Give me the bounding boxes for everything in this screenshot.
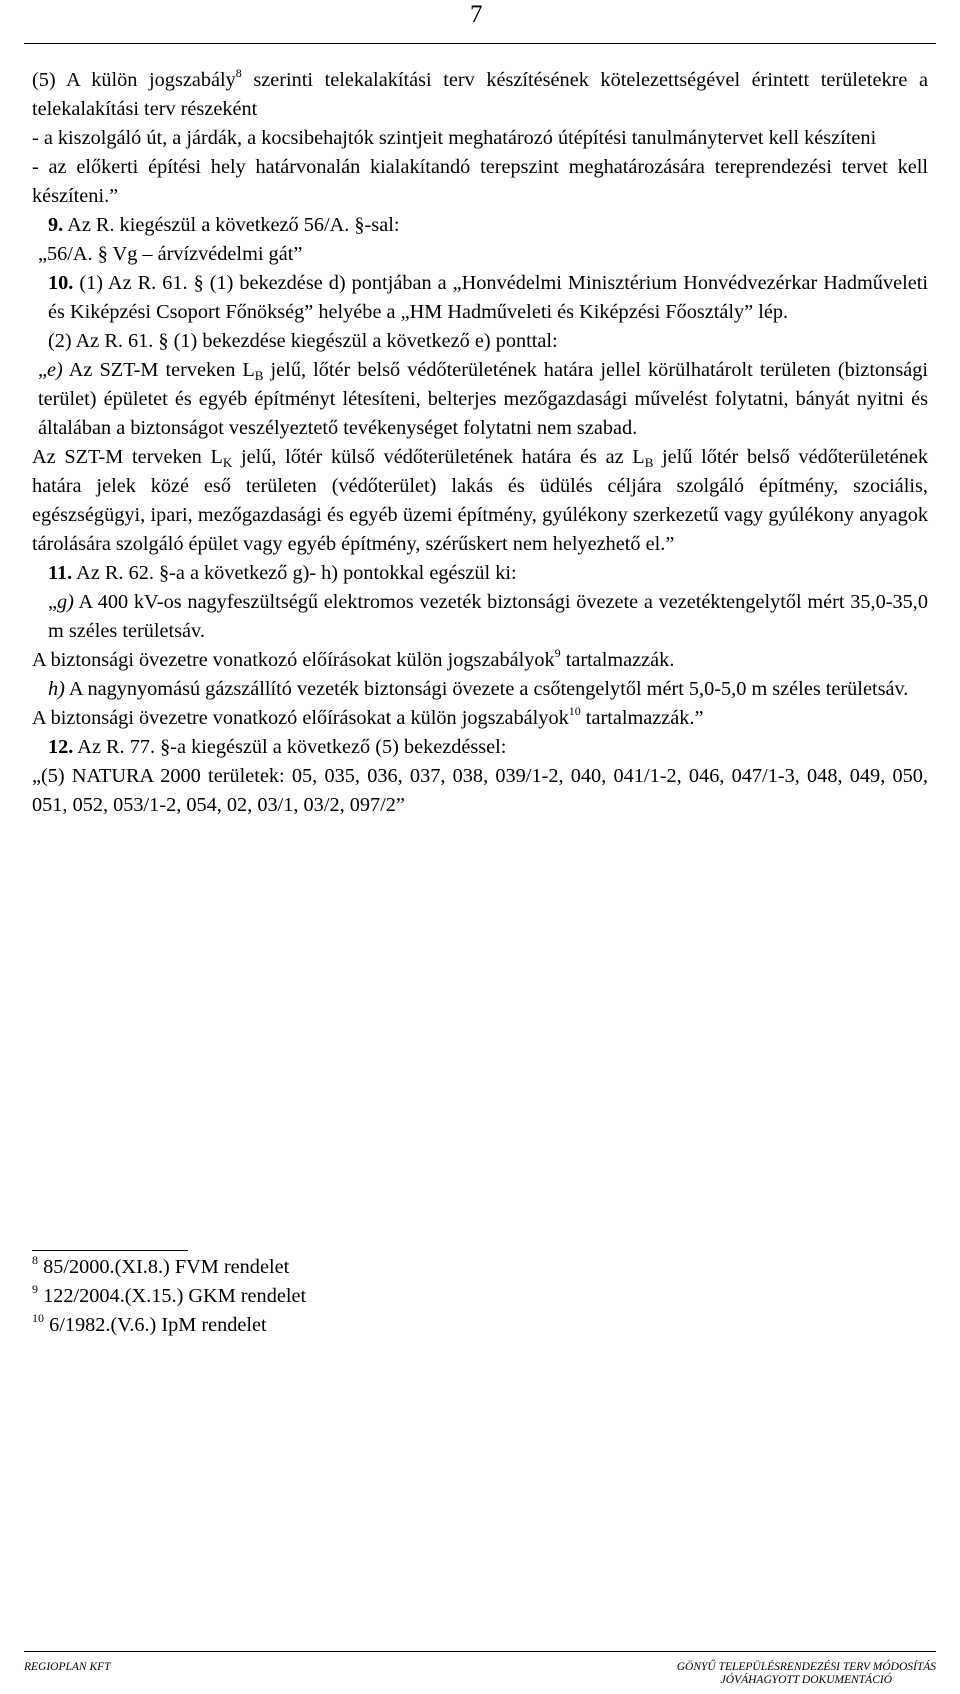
footnote-text: 122/2004.(X.15.) GKM rendelet: [38, 1285, 307, 1307]
section-9: [32, 211, 928, 240]
outer-zone-text-a: Az SZT-M terveken L: [32, 446, 223, 468]
outer-zone-subscript-k: K: [222, 455, 233, 470]
header-rule: [24, 43, 936, 44]
paragraph-5-text-b: szerinti telekalakítási terv készítésének kötelezettségével érintett területekre a telekalakítási terv részeként: [32, 69, 928, 120]
point-g-label: g): [57, 591, 74, 613]
footnote-number: 8: [32, 1253, 38, 1267]
footnote-number: 10: [32, 1311, 44, 1325]
paragraph-5: [32, 66, 928, 124]
point-g-text: A 400 kV-os nagyfeszültségű elektromos vezeték biztonsági övezete a vezetéktengelytől mért 35,0-35,0 m széles területsáv.: [48, 591, 928, 642]
section-11-number: 11.: [48, 562, 73, 584]
point-h-note-text-b: tartalmazzák.”: [580, 707, 704, 729]
section-9-text: Az R. kiegészül a következő 56/A. §-sal:: [63, 214, 400, 236]
footnote-text: 6/1982.(V.6.) IpM rendelet: [44, 1314, 267, 1336]
footnote-text: 85/2000.(XI.8.) FVM rendelet: [38, 1256, 290, 1278]
list-item-tereprendezesi: - az előkerti építési hely határvonalán kialakítandó terepszint meghatározására tereprendezési tervet kell készíteni.”: [32, 156, 928, 207]
point-g-note-text-b: tartalmazzák.: [560, 649, 675, 671]
footer-company: REGIOPLAN KFT: [24, 1661, 111, 1673]
footnote-ref-8: 8: [235, 66, 242, 80]
footer-title-line-1: GÖNYŰ TELEPÜLÉSRENDEZÉSI TERV MÓDOSÍTÁS: [676, 1661, 936, 1673]
section-10: [32, 269, 928, 327]
point-h-text: A nagynyomású gázszállító vezeték biztonsági övezete a csőtengelytől mért 5,0-5,0 m széles területsáv.: [64, 678, 909, 700]
footer-document-title: [677, 1661, 936, 1687]
point-g-paragraph: [32, 588, 928, 646]
point-e-open-quote: „: [38, 359, 48, 381]
footnotes: [32, 1253, 306, 1340]
footnote-rule: [32, 1250, 188, 1251]
outer-zone-text-b: jelű, lőtér külső védőterületének határa és az L: [232, 446, 645, 468]
point-e-paragraph: [32, 356, 928, 443]
footnote-9: [32, 1282, 306, 1311]
point-h-note: [32, 704, 928, 733]
list-item-utepitesi: - a kiszolgáló út, a járdák, a kocsibehajtók szintjeit meghatározó útépítési tanulmánytervet kell készíteni: [32, 127, 877, 149]
footnote-ref-10: 10: [568, 704, 581, 718]
point-h-note-text-a: A biztonsági övezetre vonatkozó előírásokat a külön jogszabályok: [32, 707, 569, 729]
section-12: [32, 733, 928, 762]
footnote-number: 9: [32, 1282, 38, 1296]
page-number: 7: [470, 1, 483, 28]
point-g-note-text-a: A biztonsági övezetre vonatkozó előírásokat külön jogszabályok: [32, 649, 555, 671]
point-e-subscript: B: [254, 368, 264, 383]
section-12-number: 12.: [48, 736, 74, 758]
section-9-quote: „56/A. § Vg – árvízvédelmi gát”: [38, 243, 303, 265]
footer-title-line-2: JÓVÁHAGYOTT DOKUMENTÁCIÓ: [720, 1674, 893, 1686]
section-10-subsection-2: (2) Az R. 61. § (1) bekezdése kiegészül a következő e) ponttal:: [48, 330, 558, 352]
section-12-text: Az R. 77. §-a kiegészül a következő (5) bekezdéssel:: [73, 736, 507, 758]
footnote-ref-9: 9: [554, 646, 561, 660]
section-10-number: 10.: [48, 272, 74, 294]
point-g-open-quote: „: [48, 591, 58, 613]
natura-2000-paragraph: „(5) NATURA 2000 területek: 05, 035, 036, 037, 038, 039/1-2, 040, 041/1-2, 046, 047/1-3, 048, 049, 050, 051, 052, 053/1-2, 054, 02, 03/1, 03/2, 097/2”: [32, 765, 928, 816]
point-e-text-b: jelű, lőtér belső védőterületének határa jellel körülhatárolt területen (biztonsági terület) épületet és egyéb építményt létesíteni, belterjes mezőgazdasági művelést folytatni, bányát nyitni és általában a biztonságot veszélyeztető tevékenységet folytatni nem szabad.: [38, 359, 928, 439]
document-body: [32, 66, 928, 820]
outer-zone-paragraph: [32, 443, 928, 559]
point-e-text-a: Az SZT-M terveken L: [62, 359, 255, 381]
section-11: [32, 559, 928, 588]
outer-zone-text-c: jelű lőtér belső védőterületének határa jelek közé eső területen (védőterület) lakás és üdülés céljára szolgáló építmény, szociális, egészségügyi, ipari, mezőgazdasági és egyéb üzemi építmény, gyúlékony szerkezetű vagy gyúlékony anyagok tárolására szolgáló épület vagy egyéb építmény, szérűskert nem helyezhető el.”: [32, 446, 928, 555]
footnote-10: [32, 1311, 306, 1340]
footnote-8: [32, 1253, 306, 1282]
footer-rule: [24, 1651, 936, 1652]
point-h-label: h): [48, 678, 65, 700]
section-9-number: 9.: [48, 214, 64, 236]
section-10-text: (1) Az R. 61. § (1) bekezdése d) pontjában a „Honvédelmi Minisztérium Honvédvezérkar Hadműveleti és Kiképzési Csoport Főnökség” helyébe a „HM Hadműveleti és Kiképzési Főosztály” lép.: [48, 272, 928, 323]
point-e-label: e): [47, 359, 63, 381]
point-h-paragraph: [32, 675, 928, 704]
point-g-note: [32, 646, 928, 675]
paragraph-5-text-a: (5) A külön jogszabály: [32, 69, 236, 91]
section-11-text: Az R. 62. §-a a következő g)- h) pontokkal egészül ki:: [72, 562, 517, 584]
outer-zone-subscript-b: B: [644, 455, 654, 470]
